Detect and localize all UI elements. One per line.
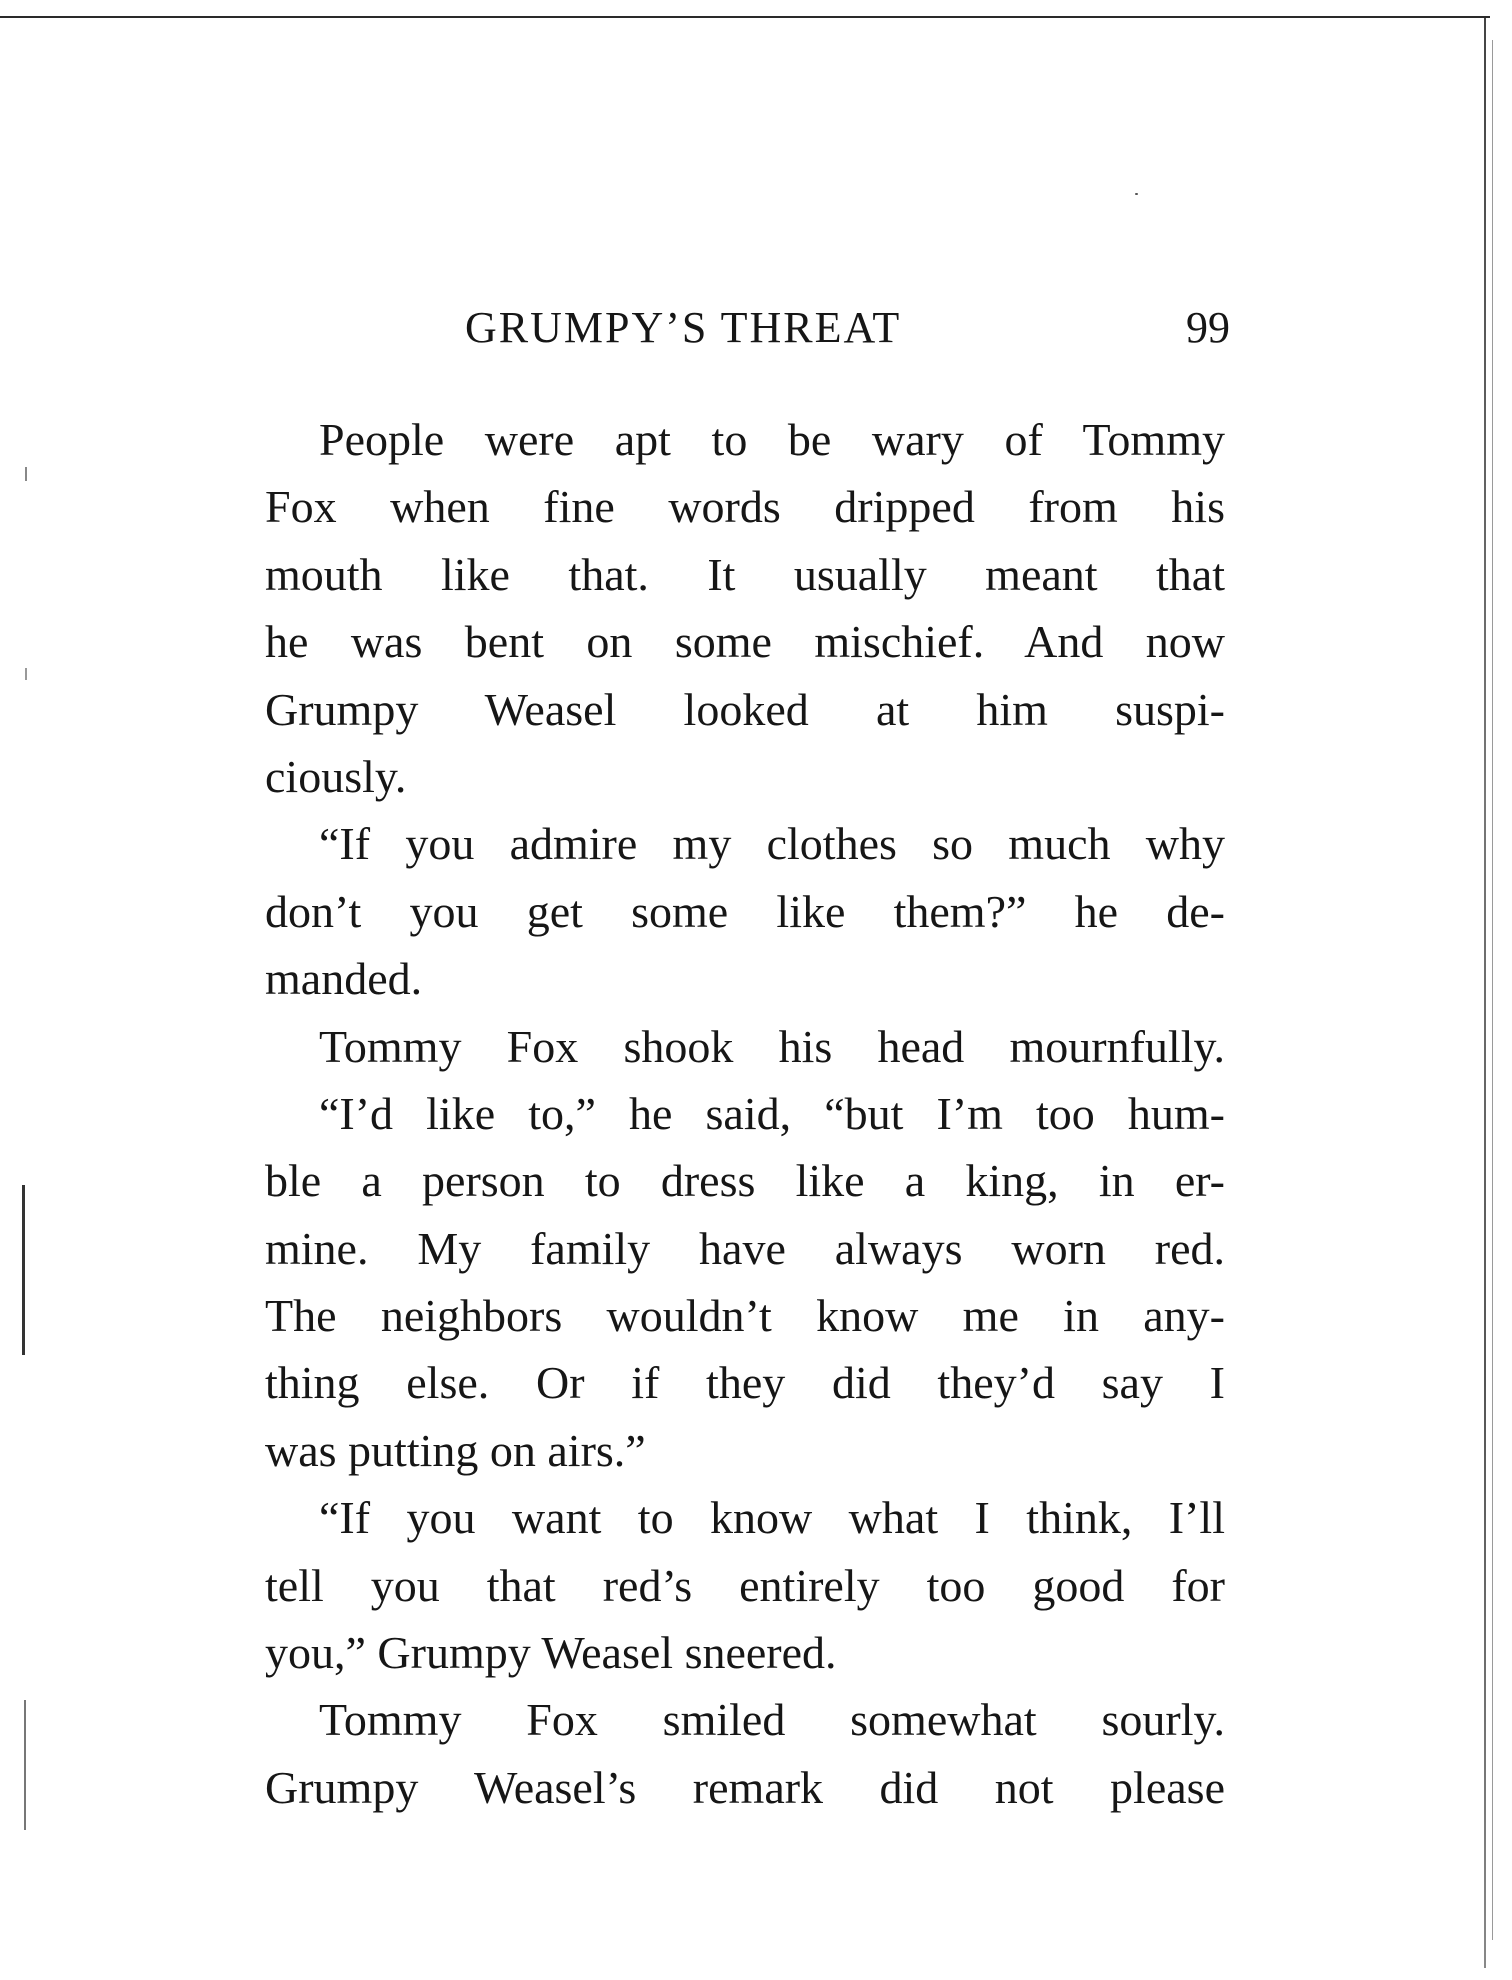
text-line: you,” Grumpy Weasel sneered.: [265, 1627, 837, 1679]
text-line: Grumpy Weasel’s remark did not please: [265, 1761, 1225, 1813]
body-text: [265, 406, 1225, 1821]
top-rule: [0, 16, 1490, 18]
text-line: “If you want to know what I think, I’ll: [319, 1492, 1225, 1544]
gutter-mark: [24, 1700, 26, 1830]
text-line: “If you admire my clothes so much why: [319, 818, 1225, 870]
text-line: People were apt to be wary of Tommy: [319, 414, 1225, 465]
text-line: Tommy Fox smiled somewhat sourly.: [319, 1694, 1225, 1746]
text-line: tell you that red’s entirely too good for: [265, 1559, 1225, 1611]
text-line: Grumpy Weasel looked at him suspi-: [265, 683, 1225, 735]
page-number: 99: [1186, 303, 1230, 352]
page-header: [455, 302, 1230, 362]
text-line: ciously.: [265, 750, 407, 802]
page-edge-line: [1492, 40, 1493, 1940]
running-head: GRUMPY’S THREAT: [465, 303, 902, 352]
gutter-mark: [22, 1185, 25, 1355]
text-line: The neighbors wouldn’t know me in any-: [265, 1290, 1225, 1342]
text-line: manded.: [265, 953, 423, 1005]
text-line: mouth like that. It usually meant that: [265, 548, 1225, 600]
text-line: ble a person to dress like a king, in er-: [265, 1155, 1225, 1207]
page-edge-shadow: [1484, 18, 1486, 1968]
speck: [1135, 193, 1138, 195]
text-line: “I’d like to,” he said, “but I’m too hum-: [319, 1087, 1225, 1139]
text-line: mine. My family have always worn red.: [265, 1222, 1225, 1274]
text-line: he was bent on some mischief. And now: [265, 616, 1225, 668]
text-line: was putting on airs.”: [265, 1424, 646, 1476]
text-line: thing else. Or if they did they’d say I: [265, 1357, 1225, 1409]
text-line: don’t you get some like them?” he de-: [265, 885, 1225, 937]
text-line: Fox when fine words dripped from his: [265, 481, 1225, 533]
text-line: Tommy Fox shook his head mournfully.: [319, 1020, 1225, 1072]
gutter-mark: [25, 467, 27, 481]
gutter-mark: [25, 668, 27, 680]
